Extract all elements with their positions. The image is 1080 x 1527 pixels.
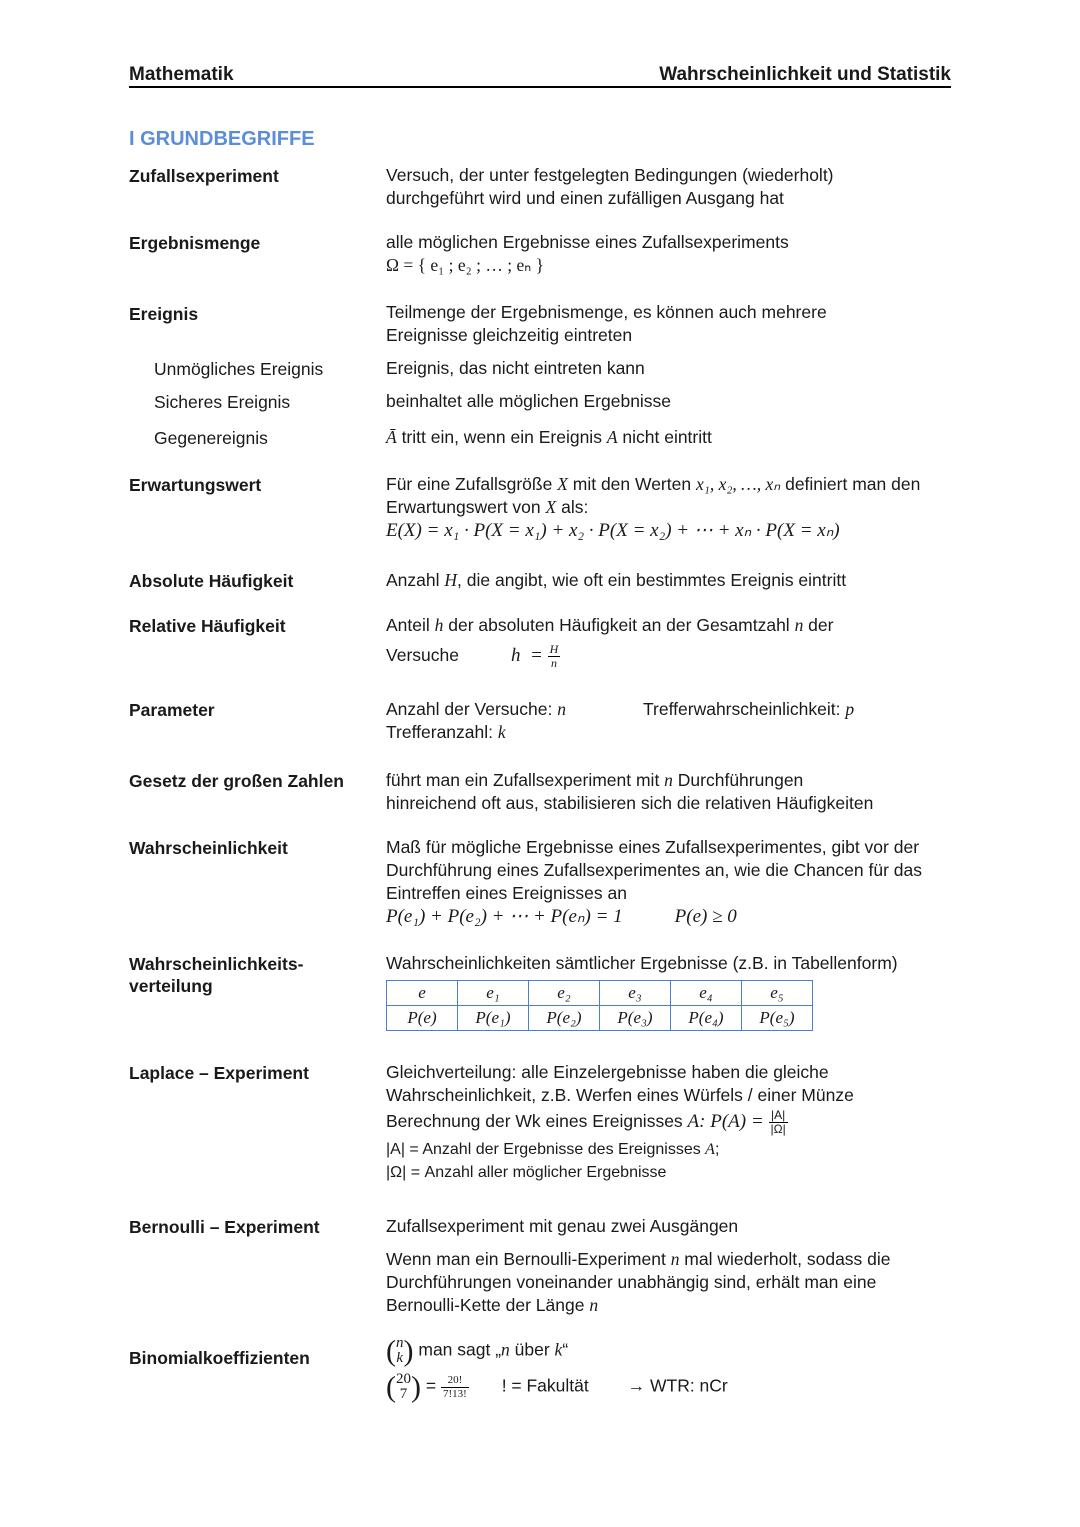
def-verteilung: Wahrscheinlichkeiten sämtlicher Ergebnisse (z.B. in Tabellenform) [386,953,898,973]
term-line: verteilung [129,976,213,996]
math-n: n [670,1249,680,1269]
table-cell: e [387,981,458,1006]
text: Anzahl der Versuche: [386,699,558,719]
def-line [386,643,956,670]
term-wahrscheinlichkeit: Wahrscheinlichkeit [129,838,288,858]
text-wtr: → WTR: nCr [627,1375,728,1396]
text: Anteil [386,615,435,635]
def-bernoulli [386,1215,956,1317]
equals: = [425,1375,437,1396]
def-line [386,1109,956,1136]
def-line [386,1294,956,1317]
def-ergebnismenge [386,231,956,277]
def-laplace [386,1061,956,1184]
def-line: Maß für mögliche Ergebnisse eines Zufallsexperimentes, gibt vor der [386,837,920,857]
term-absolut: Absolute Häufigkeit [129,571,294,591]
def-gegenereignis [386,426,956,449]
math-h: h [434,615,444,635]
def-line [386,1372,956,1402]
def-line: Durchführungen voneinander unabhängig sind, erhält man eine [386,1272,877,1292]
math-k: k [554,1339,563,1360]
fraction-binomial [441,1374,469,1401]
term-relativ: Relative Häufigkeit [129,616,286,636]
term-erwartungswert: Erwartungswert [129,475,262,495]
text: ; [714,1141,720,1158]
frac-den: 7!13! [442,1387,467,1400]
table-cell: e₄ [671,981,742,1006]
def-line: Eintreffen eines Ereignisses an [386,883,627,903]
text: |Ω| [386,1164,407,1181]
fraction-h-n [548,643,561,670]
frac-num: |A| [769,1109,788,1123]
def-erwartungswert [386,473,966,542]
table-cell: P(e₃) [600,1006,671,1031]
term-binomial: Binomialkoeffizienten [129,1348,310,1368]
text: tritt ein, wenn ein Ereignis [396,427,607,447]
formula-line [386,905,956,928]
def-line: Teilmenge der Ergebnismenge, es können auch mehrere [386,302,827,322]
def-line [386,1336,956,1366]
def-wahrscheinlichkeit [386,836,956,928]
def-line: Durchführung eines Zufallsexperimentes an, wie die Chancen für das [386,860,922,880]
frac-den: |Ω| [770,1122,786,1136]
table-cell: P(e₂) [529,1006,600,1031]
text: als: [556,497,589,517]
frac-num: H [549,642,559,656]
table-cell: e₃ [600,981,671,1006]
binom-n-k: (n k) [386,1334,414,1368]
frac-num: 20! [441,1374,469,1388]
formula-sum: P(e₁) + P(e₂) + ⋯ + P(eₙ) = 1 [386,906,623,927]
text: Trefferanzahl: [386,722,498,742]
term-laplace: Laplace – Experiment [129,1063,309,1083]
formula-erwartungswert: E(X) = x₁ · P(X = x₁) + x₂ · P(X = x₂) + ⋯ + xₙ · P(X = xₙ) [386,520,840,541]
math-a-bar: Ā [386,427,397,447]
term-unmoeglich: Unmögliches Ereignis [154,359,324,379]
def-line: Wahrscheinlichkeit, z.B. Werfen eines Würfels / einer Münze [386,1085,854,1105]
text: führt man ein Zufallsexperiment mit [386,770,665,790]
term-bernoulli: Bernoulli – Experiment [129,1217,320,1237]
def-line: hinreichend oft aus, stabilisieren sich die relativen Häufigkeiten [386,793,874,813]
term-sicher: Sicheres Ereignis [154,392,291,412]
header-divider [129,86,951,88]
text: Versuche [386,645,459,666]
text: Wenn man ein Bernoulli-Experiment [386,1249,671,1269]
binom-bottom: k [396,1350,404,1366]
table-cell: e₁ [458,981,529,1006]
table-cell: P(e) [387,1006,458,1031]
text: = Anzahl aller möglicher Ergebnisse [406,1164,667,1181]
text: mit den Werten [567,474,696,494]
formula-nonneg: P(e) ≥ 0 [674,906,737,927]
def-line: Ereignisse gleichzeitig eintreten [386,325,633,345]
math-n: n [664,770,673,790]
def-unmoeglich: Ereignis, das nicht eintreten kann [386,358,645,378]
def-gesetz [386,769,956,815]
text: “ [562,1339,569,1360]
math-x: X [557,474,568,494]
note-line [386,1161,956,1184]
binom-top: 20 [396,1371,411,1387]
term-verteilung [129,953,303,997]
text-fakultaet: ! = Fakultät [501,1375,589,1396]
def-line [386,473,966,496]
text: nicht eintritt [617,427,712,447]
text: man sagt „ [413,1339,502,1360]
math-h: H [444,570,458,590]
math-n: n [557,699,566,719]
math-n: n [589,1295,599,1315]
text: Erwartungswert von [386,497,546,517]
def-ereignis [386,301,956,347]
math-n: n [794,615,804,635]
fraction-laplace [769,1109,788,1136]
math-p: p [845,699,855,719]
def-line: alle möglichen Ergebnisse eines Zufallsexperiments [386,232,789,252]
text: Berechnung der Wk eines Ereignisses [386,1111,688,1132]
def-absolut [386,569,956,592]
text: Bernoulli-Kette der Länge [386,1295,590,1315]
table-row [387,1006,813,1031]
table-cell: e₂ [529,981,600,1006]
text: über [509,1339,555,1360]
table-cell: P(e₄) [671,1006,742,1031]
def-line: Zufallsexperiment mit genau zwei Ausgängen [386,1216,739,1236]
frac-den: n [551,656,557,670]
term-ereignis: Ereignis [129,304,199,324]
math-k: k [497,722,506,742]
def-line [386,1248,956,1271]
text: der absoluten Häufigkeit an der Gesamtzahl [443,615,795,635]
table-cell: e₅ [742,981,813,1006]
math-pa: A: P(A) = [687,1111,764,1133]
def-zufallsexperiment [386,164,956,210]
math-a: A [705,1141,715,1158]
def-line [386,496,966,519]
def-line [386,721,956,744]
term-zufallsexperiment: Zufallsexperiment [129,166,279,186]
binom-bottom: 7 [399,1386,408,1402]
text: Für eine Zufallsgröße [386,474,558,494]
def-binomial [386,1336,956,1402]
note-line [386,1138,956,1161]
table-cell: P(e₁) [458,1006,529,1031]
text: Anzahl [386,570,445,590]
def-line [386,614,956,637]
term-parameter: Parameter [129,700,215,720]
header-topic: Wahrscheinlichkeit und Statistik [659,64,951,85]
math-h-eq: h = [510,645,543,667]
def-line [386,769,956,792]
def-parameter-p [643,698,943,721]
math-values: x₁, x₂, …, xₙ [695,474,781,494]
binom-20-7: (20 7 ) [386,1370,421,1404]
term-ergebnismenge: Ergebnismenge [129,233,261,253]
text: , die angibt, wie oft ein bestimmtes Ereignis eintritt [457,570,847,590]
def-sicher: beinhaltet alle möglichen Ergebnisse [386,391,672,411]
distribution-table [386,980,813,1031]
text: Durchführungen [672,770,804,790]
header-subject: Mathematik [129,64,234,85]
math-x: X [545,497,557,517]
text: Trefferwahrscheinlichkeit: [643,699,846,719]
math-n: n [501,1339,510,1360]
math-a: A [606,427,618,447]
table-cell: P(e₅) [742,1006,813,1031]
text: definiert man den [780,474,921,494]
binom-top: n [396,1335,404,1351]
term-line: Wahrscheinlichkeits- [129,954,304,974]
text: der [803,615,834,635]
text: |A| [386,1141,405,1158]
def-line: Versuch, der unter festgelegten Bedingungen (wiederholt) [386,165,834,185]
def-line: Gleichverteilung: alle Einzelergebnisse haben die gleiche [386,1062,829,1082]
term-gesetz: Gesetz der großen Zahlen [129,771,344,791]
text: = Anzahl der Ergebnisse des Ereignisses [404,1141,706,1158]
def-relativ [386,614,956,670]
text: mal wiederholt, sodass die [679,1249,891,1269]
formula-omega: Ω = { e₁ ; e₂ ; … ; eₙ } [386,255,544,275]
def-line: durchgeführt wird und einen zufälligen Ausgang hat [386,188,784,208]
table-row [387,981,813,1006]
section-title: I GRUNDBEGRIFFE [129,128,315,150]
term-gegenereignis: Gegenereignis [154,428,268,448]
